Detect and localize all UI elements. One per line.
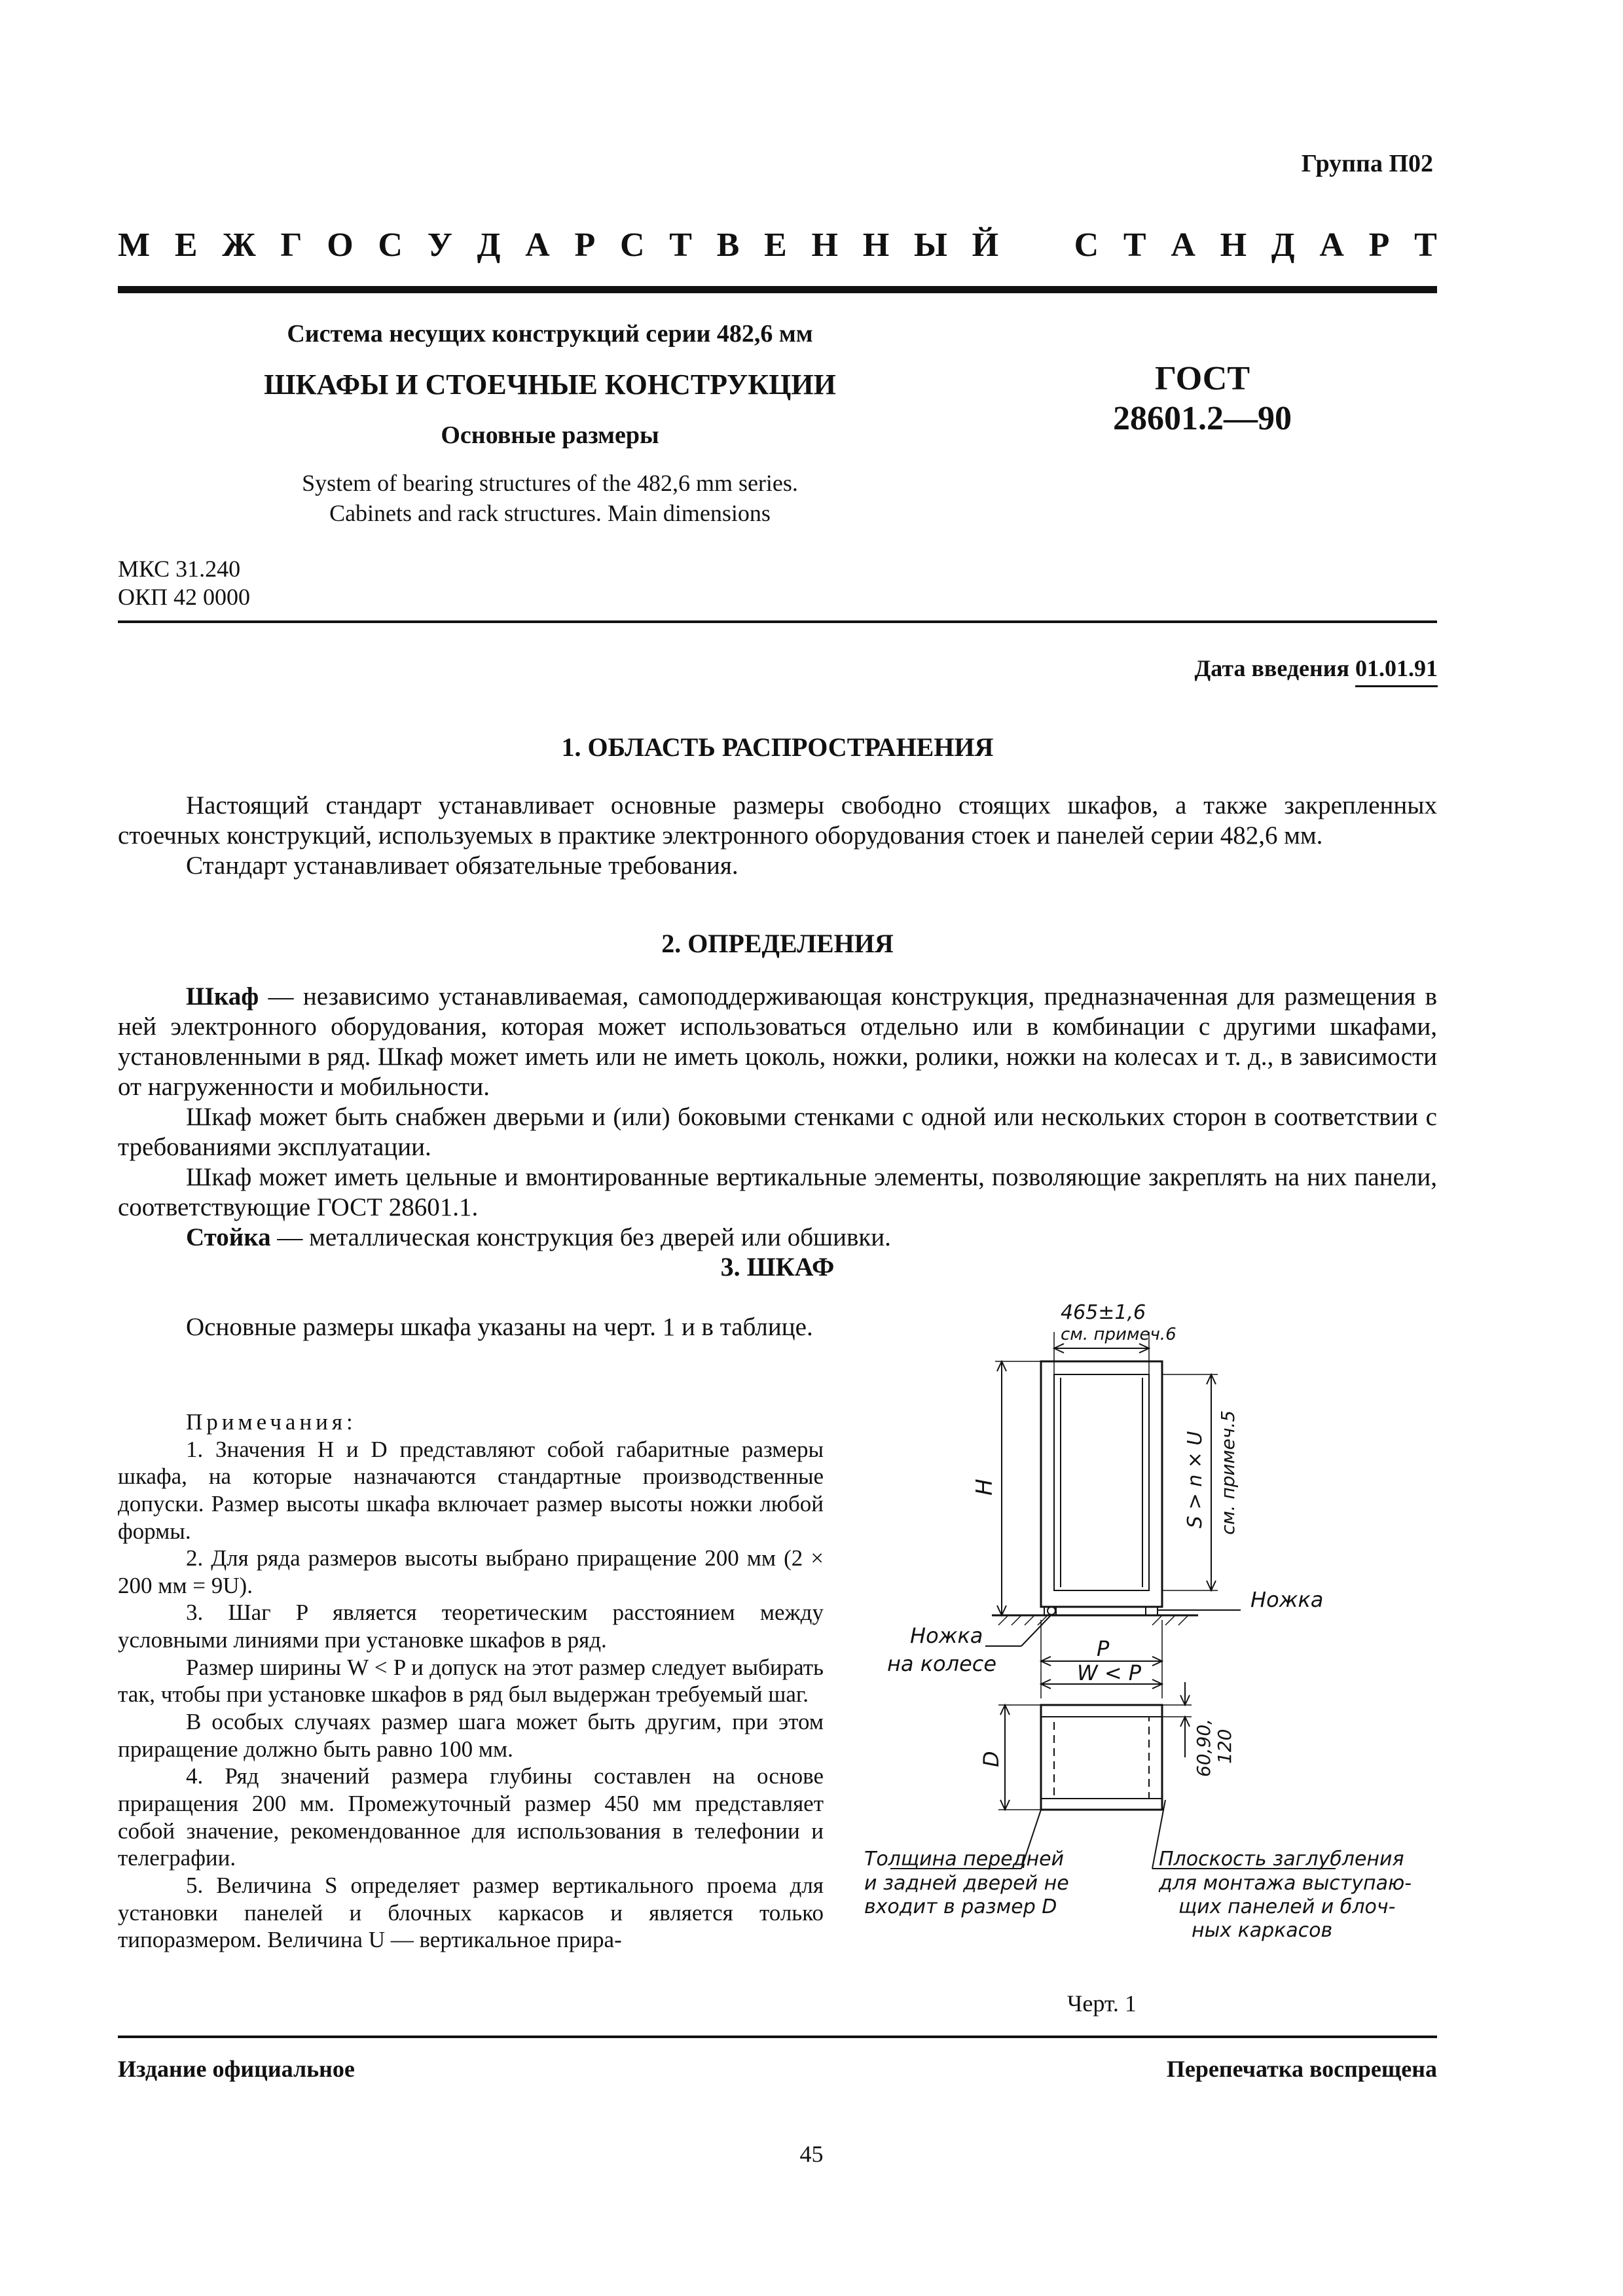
label-plane-2: для монтажа выступаю- <box>1159 1872 1412 1895</box>
interstate-letter: Е <box>764 226 787 264</box>
label-h: H <box>972 1479 998 1496</box>
label-plane-3: щих панелей и блоч- <box>1178 1895 1396 1918</box>
interstate-letter: О <box>327 226 354 264</box>
interstate-letter: Н <box>862 226 890 264</box>
footer-rule <box>118 2036 1437 2038</box>
gost-designation <box>1113 359 1292 439</box>
interstate-letter: А <box>1171 226 1195 264</box>
interstate-letter: Й <box>972 226 999 264</box>
label-doors-2: и задней дверей не <box>864 1872 1069 1895</box>
note-3c: В особых случаях размер шага может быть другим, при этом приращение должно быть равно 100 мм. <box>118 1709 824 1762</box>
mks-code: МКС 31.240 <box>118 556 241 582</box>
definition-cabinet-text: — независимо устанавливаемая, самоподдерживающая конструкция, предназначенная для размещения в ней электронного оборудования, которая может использоваться отдельно или в комбинации с другими шкафами, установленными в ряд. Шкаф может иметь или не иметь цоколь, ножки, ролики, ножки на колесах и т. д., в зависимости от нагруженности и мобильности. <box>118 982 1437 1102</box>
section-3-heading: 3. ШКАФ <box>720 1252 835 1282</box>
section-3-intro <box>118 1312 824 1342</box>
interstate-letter: Т <box>1123 226 1146 264</box>
label-d: D <box>979 1751 1004 1767</box>
interstate-letter: Т <box>1414 226 1437 264</box>
label-doors-1: Толщина передней <box>864 1848 1065 1871</box>
interstate-letter: Г <box>280 226 302 264</box>
note-1: 1. Значения H и D представляют собой габаритные размеры шкафа, на которые назначаются стандартные производственные допуски. Размер высоты шкафа включает размер высоты ножки любой формы. <box>118 1436 824 1544</box>
notes-title: Примечания: <box>186 1409 357 1435</box>
term-cabinet: Шкаф <box>186 982 259 1011</box>
figure-caption: Черт. 1 <box>1067 1990 1137 2017</box>
official-edition: Издание официальное <box>118 2056 355 2082</box>
interstate-letter: Р <box>1368 226 1390 264</box>
section-1-paragraph-1: Настоящий стандарт устанавливает основные размеры свободно стоящих шкафов, а также закрепленных стоечных конструкций, используемых в практике электронного оборудования стоек и панелей серии 482,6 мм. <box>118 791 1437 850</box>
date-value: 01.01.91 <box>1355 655 1438 687</box>
interstate-letter: М <box>118 226 151 264</box>
title-rule <box>118 620 1437 623</box>
okp-code: ОКП 42 0000 <box>118 584 251 611</box>
classification-codes <box>118 555 250 611</box>
interstate-letter: Д <box>477 226 501 264</box>
note-4: 4. Ряд значений размера глубины составлен на основе приращения 200 мм. Промежуточный размер 450 мм представляет собой значение, рекомендованное для использования в телефонии и телеграфии. <box>118 1763 824 1871</box>
gost-label: ГОСТ <box>1154 360 1250 397</box>
label-plane-1: Плоскость заглубления <box>1159 1848 1404 1871</box>
english-title-line-1: System of bearing structures of the 482,6 mm series. <box>302 470 798 496</box>
label-w: W < P <box>1077 1660 1142 1685</box>
page-number: 45 <box>799 2141 824 2167</box>
section-1-body <box>118 791 1437 881</box>
interstate-letter: Н <box>811 226 838 264</box>
section-3-intro-text: Основные размеры шкафа указаны на черт. 1 и в таблице. <box>186 1313 813 1341</box>
interstate-letter: С <box>1074 226 1099 264</box>
interstate-letter: Е <box>174 226 198 264</box>
label-recess-2: 120 <box>1214 1729 1235 1764</box>
section-3-notes <box>118 1408 824 1954</box>
interstate-letter: У <box>427 226 452 264</box>
interstate-letter: В <box>716 226 740 264</box>
section-2-body <box>118 982 1437 1253</box>
label-leg: Ножка <box>1250 1587 1324 1612</box>
group-code: Группа П02 <box>1301 150 1433 177</box>
section-2-heading: 2. ОПРЕДЕЛЕНИЯ <box>661 929 894 958</box>
interstate-standard-heading <box>118 226 1437 264</box>
cabinet-plan-outline <box>1041 1705 1162 1810</box>
dim-top-label: 465±1,6 <box>1061 1301 1146 1324</box>
label-wheel-leg-2: на колесе <box>887 1651 997 1676</box>
gost-number: 28601.2—90 <box>1113 400 1292 438</box>
section-1-heading: 1. ОБЛАСТЬ РАСПРОСТРАНЕНИЯ <box>561 732 994 762</box>
section-2-paragraph-3: Шкаф может иметь цельные и вмонтированные вертикальные элементы, позволяющие закреплять на них панели, соответствующие ГОСТ 28601.1. <box>118 1163 1437 1222</box>
definition-rack <box>118 1223 1437 1253</box>
label-doors-3: входит в размер D <box>864 1895 1057 1918</box>
interstate-letter: Т <box>669 226 692 264</box>
english-title-line-2: Cabinets and rack structures. Main dimensions <box>329 500 771 527</box>
section-1-paragraph-2: Стандарт устанавливает обязательные требования. <box>186 852 739 880</box>
definition-rack-text: — металлическая конструкция без дверей или обшивки. <box>270 1223 891 1252</box>
label-p: P <box>1097 1636 1110 1661</box>
dim-top-note: см. примеч.6 <box>1061 1325 1176 1344</box>
interstate-letter: С <box>619 226 645 264</box>
reprint-prohibited: Перепечатка воспрещена <box>1166 2056 1437 2082</box>
interstate-letter: Ы <box>913 226 947 264</box>
label-s: S > n × U <box>1184 1431 1207 1528</box>
interstate-letter <box>1023 226 1049 264</box>
english-title <box>223 468 877 528</box>
title-line-3: Основные размеры <box>441 422 659 449</box>
label-plane-4: ных каркасов <box>1192 1919 1333 1942</box>
cabinet-front-inner <box>1054 1374 1149 1590</box>
interstate-letter: Д <box>1271 226 1295 264</box>
note-3b: Размер ширины W < P и допуск на этот размер следует выбирать так, чтобы при установке шкафов в ряд был выдержан требуемый шаг. <box>118 1654 824 1708</box>
note-3: 3. Шаг P является теоретическим расстоянием между условными линиями при установке шкафов в ряд. <box>118 1600 824 1653</box>
interstate-letter: Н <box>1220 226 1247 264</box>
interstate-letter: Р <box>574 226 596 264</box>
date-label: Дата введения <box>1194 655 1349 681</box>
note-2: 2. Для ряда размеров высоты выбрано приращение 200 мм (2 × 200 мм = 9U). <box>118 1545 824 1598</box>
interstate-letter: А <box>525 226 550 264</box>
title-line-1: Система несущих конструкций серии 482,6 мм <box>287 320 813 348</box>
interstate-letter: Ж <box>222 226 256 264</box>
title-line-2: ШКАФЫ И СТОЕЧНЫЕ КОНСТРУКЦИИ <box>264 368 836 401</box>
label-recess: 60,90, <box>1193 1718 1214 1777</box>
term-rack: Стойка <box>186 1223 271 1252</box>
interstate-letter: А <box>1319 226 1344 264</box>
cabinet-front-outline <box>1041 1361 1162 1607</box>
section-2-paragraph-2: Шкаф может быть снабжен дверьми и (или) боковыми стенками с одной или нескольких сторон в соответствии с требованиями эксплуатации. <box>118 1103 1437 1162</box>
title-block <box>223 319 877 450</box>
introduction-date <box>1195 655 1438 682</box>
interstate-letter: С <box>378 226 403 264</box>
label-s-note: см. примеч.5 <box>1217 1410 1239 1535</box>
label-wheel-leg-1: Ножка <box>910 1623 983 1648</box>
note-5: 5. Величина S определяет размер вертикального проема для установки панелей и блочных каркасов и является только типоразмером. Величина U — вертикальное прира- <box>118 1872 824 1953</box>
header-rule <box>118 286 1437 293</box>
definition-cabinet <box>118 982 1437 1102</box>
cabinet-drawing <box>845 1280 1440 1990</box>
